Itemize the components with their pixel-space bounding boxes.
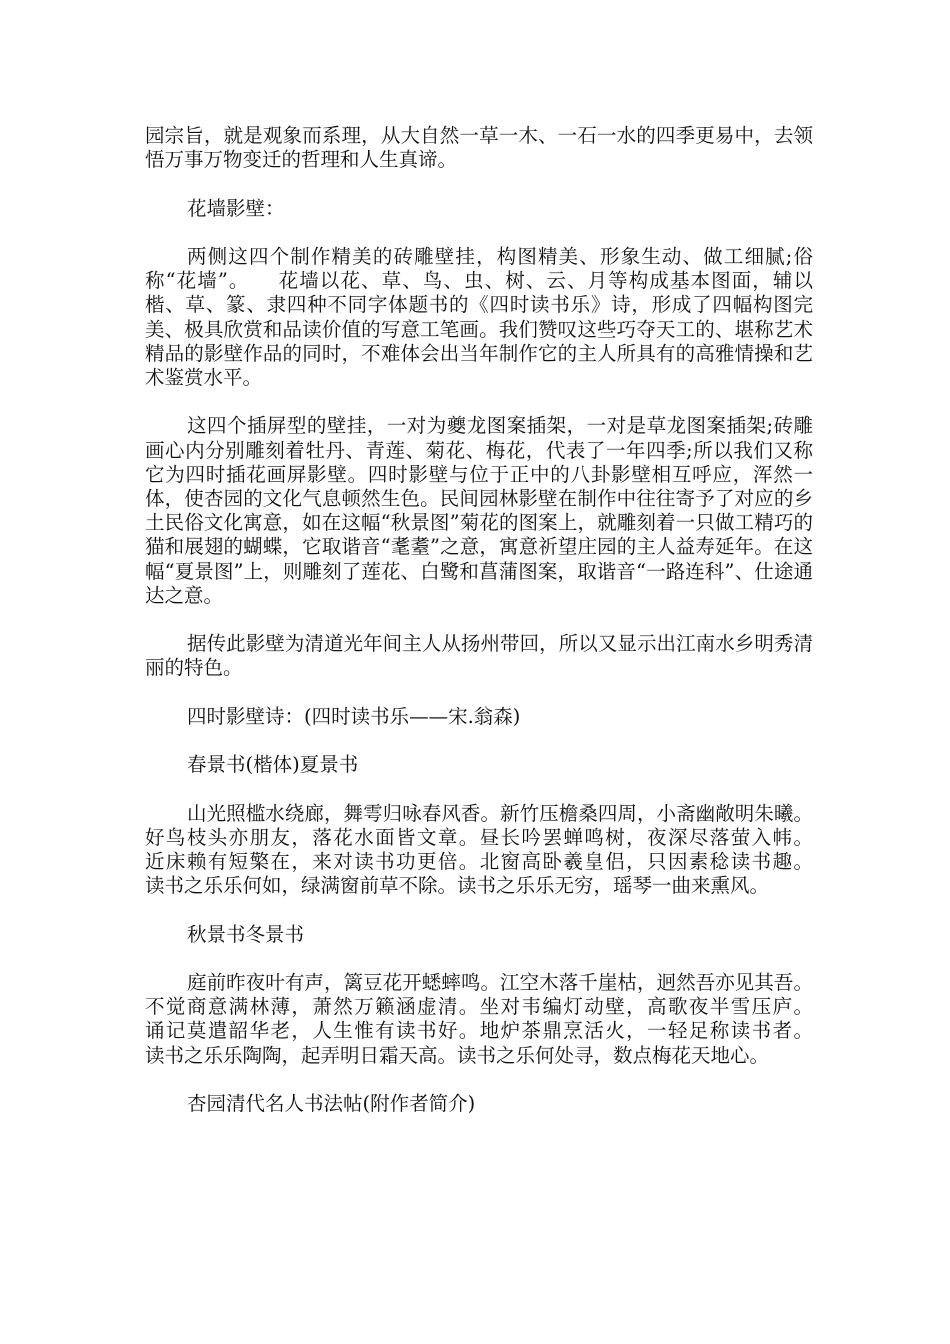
intro-paragraph: 园宗旨，就是观象而系理，从大自然一草一木、一石一水的四季更易中，去领悟万事万物变迁的哲理和人生真谛。	[145, 124, 813, 172]
document-page	[145, 124, 838, 1140]
spring-summer-heading: 春景书(楷体)夏景书	[187, 753, 359, 777]
origin-paragraph: 据传此影壁为清道光年间主人从扬州带回，所以又显示出江南水乡明秀清丽的特色。	[145, 632, 813, 680]
screen-wall-paragraph: 这四个插屏型的壁挂，一对为夔龙图案插架，一对是草龙图案插架;砖雕画心内分别雕刻着牡丹、青莲、菊花、梅花，代表了一年四季;所以我们又称它为四时插花画屏影壁。四时影壁与位于正中的八卦影壁相互呼应，浑然一体，使杏园的文化气息顿然生色。民间园林影壁在制作中往往寄予了对应的乡土民俗文化寓意，如在这幅“秋景图”菊花的图案上，就雕刻着一只做工精巧的猫和展翅的蝴蝶，它取谐音“耄耋”之意，寓意祈望庄园的主人益寿延年。在这幅“夏景图”上，则雕刻了莲花、白鹭和菖蒲图案，取谐音“一路连科”、仕途通达之意。	[145, 414, 813, 607]
autumn-winter-heading: 秋景书冬景书	[187, 922, 305, 946]
flower-wall-paragraph: 两侧这四个制作精美的砖雕壁挂，构图精美、形象生动、做工细腻;俗称“花墙”。 花墙以花、草、鸟、虫、树、云、月等构成基本图面，辅以楷、草、篆、隶四种不同字体题书的《四时读书乐》诗，形成了四幅构图完美、极具欣赏和品读价值的写意工笔画。我们赞叹这些巧夺天工的、堪称艺术精品的影壁作品的同时，不难体会出当年制作它的主人所具有的高雅情操和艺术鉴赏水平。	[145, 244, 813, 389]
poem-heading: 四时影壁诗：(四时读书乐——宋.翁森)	[187, 704, 521, 728]
autumn-winter-poem: 庭前昨夜叶有声，篱豆花开蟋蟀鸣。江空木落千崖枯，迥然吾亦见其吾。 不觉商意满林薄，萧然万籁涵虚清。坐对韦编灯动壁，高歌夜半雪压庐。 诵记莫遣韶华老，人生惟有读书好。地炉茶鼎烹活火，一轻足称读书者。 读书之乐乐陶陶，起弄明日霜天高。读书之乐何处寻，数点梅花天地心。	[145, 970, 838, 1067]
calligraphy-heading: 杏园清代名人书法帖(附作者简介)	[187, 1091, 476, 1115]
section-heading-flower-wall: 花墙影壁：	[187, 196, 285, 220]
spring-summer-poem: 山光照槛水绕廊，舞雩归咏春风香。新竹压檐桑四周，小斋幽敞明朱曦。 好鸟枝头亦朋友，落花水面皆文章。昼长吟罢蝉鸣树，夜深尽落萤入帏。 近床赖有短檠在，来对读书功更倍。北窗高卧羲皇侣，只因素稔读书趣。 读书之乐乐何如，绿满窗前草不除。读书之乐乐无穷，瑶琴一曲来熏风。	[145, 801, 838, 898]
